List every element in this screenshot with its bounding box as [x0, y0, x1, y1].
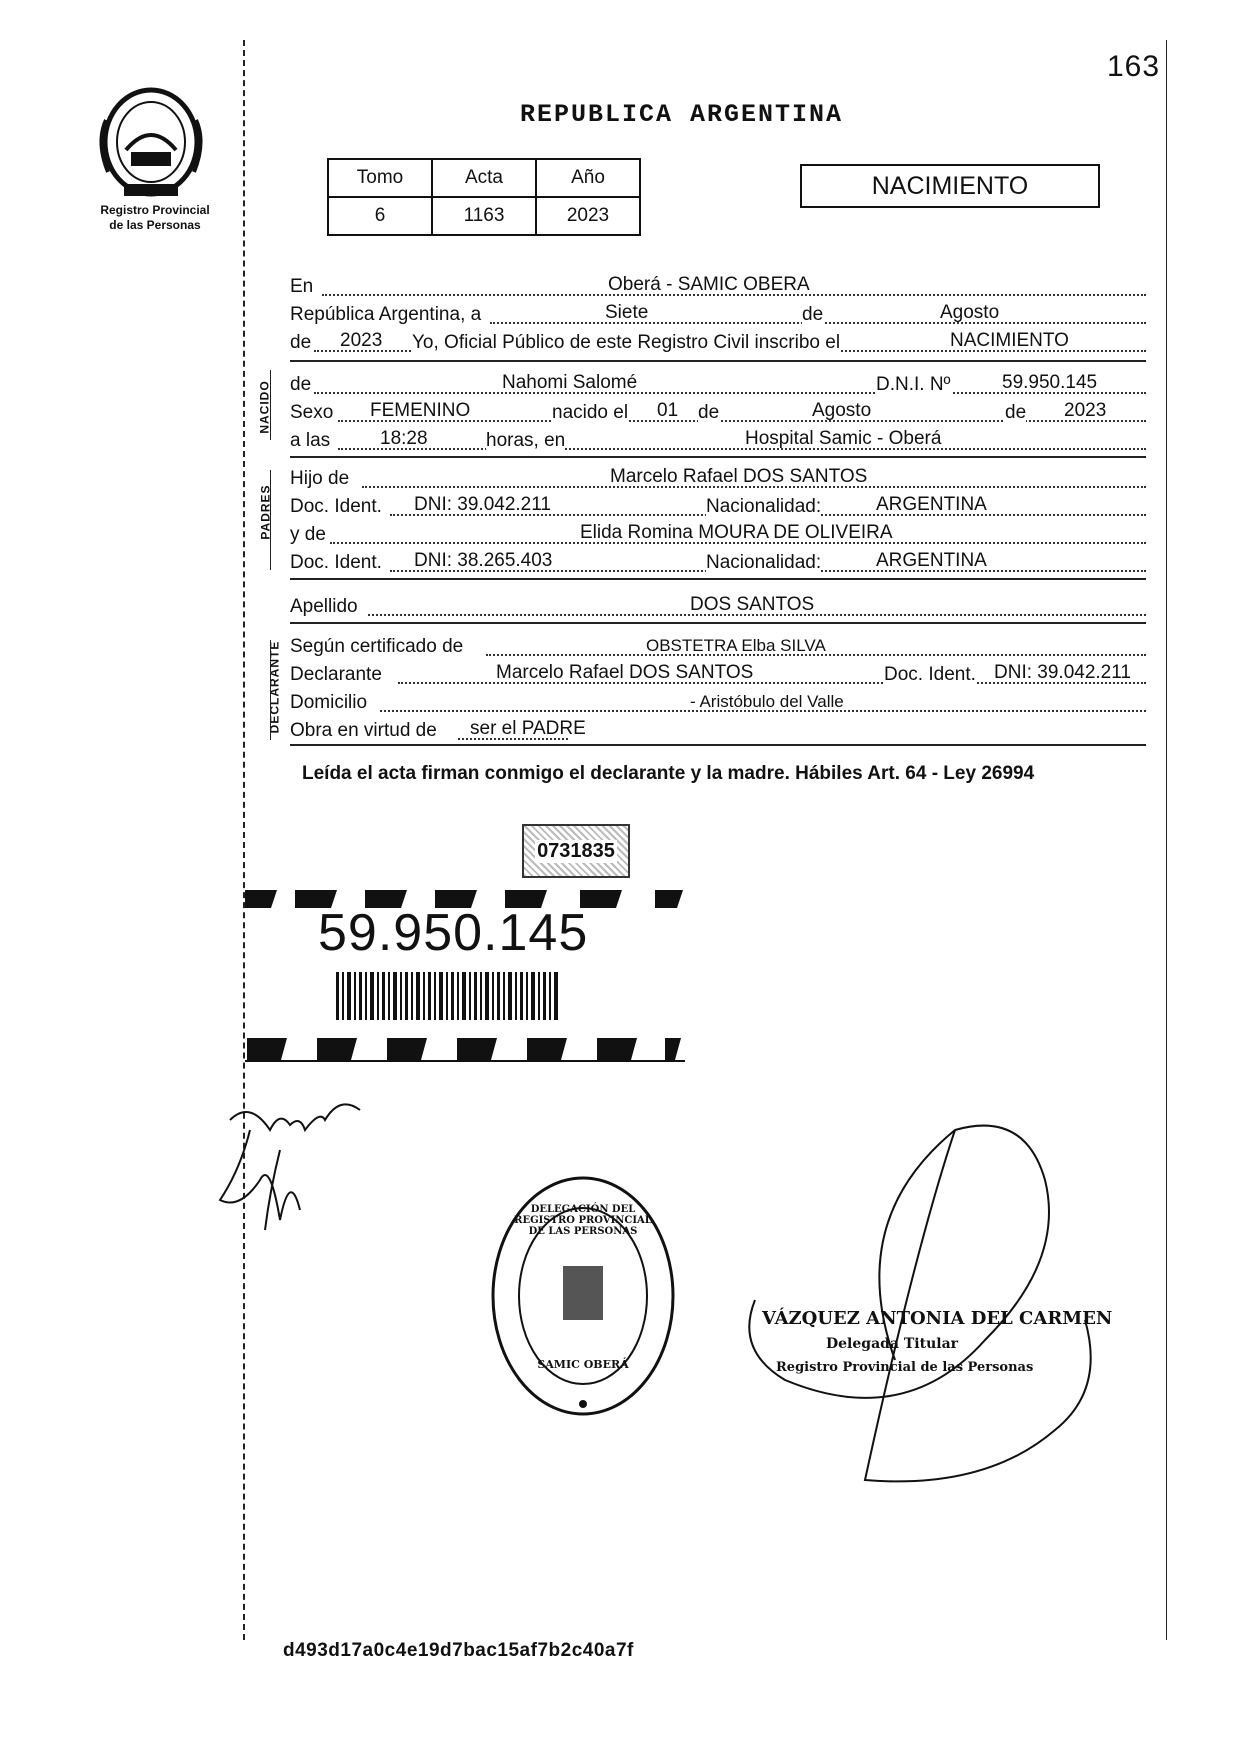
logo-title: Registro Provincial [100, 203, 210, 217]
row-anio [290, 332, 1146, 356]
label-nacido-de2: de [1005, 402, 1027, 423]
row-domicilio [290, 692, 1146, 716]
label-nacido: nacido el [552, 402, 629, 423]
section-divider [270, 370, 271, 440]
value-dni: 59.950.145 [1002, 372, 1098, 393]
label-de: de [802, 304, 824, 325]
label-domicilio: Domicilio [290, 692, 368, 713]
label-certificado: Según certificado de [290, 636, 464, 657]
label-de-nombre: de [290, 374, 312, 395]
value-nacido-dia: 01 [657, 400, 679, 421]
label-yde: y de [290, 524, 326, 545]
row-padre-doc [290, 496, 1146, 520]
label-obra: Obra en virtud de [290, 720, 437, 741]
label-nac-madre: Nacionalidad: [706, 552, 822, 573]
official-title: Delegada Titular [826, 1336, 959, 1352]
label-doc-madre: Doc. Ident. [290, 552, 382, 573]
value-padre-doc: DNI: 39.042.211 [414, 494, 551, 515]
value-mes: Agosto [940, 302, 1000, 323]
row-obra [290, 720, 1146, 744]
left-margin-rule [243, 40, 245, 1640]
label-hijo: Hijo de [290, 468, 350, 489]
row-declarante [290, 664, 1146, 688]
official-seal [485, 1168, 681, 1424]
logo-subtitle: de las Personas [109, 218, 201, 232]
coat-of-arms-icon [86, 80, 216, 200]
right-margin-rule [1166, 40, 1167, 1640]
value-anio: 2023 [340, 330, 383, 351]
label-declarante-doc: Doc. Ident. [884, 664, 976, 685]
row-apellido [290, 596, 1146, 620]
ref-header-anio: Año [536, 159, 640, 197]
label-sexo: Sexo [290, 402, 334, 423]
row-separator [290, 744, 1146, 746]
provincial-logo [86, 80, 216, 200]
dni-large: 59.950.145 [318, 904, 589, 962]
label-alas: a las [290, 430, 331, 451]
security-code-text: 0731835 [537, 839, 615, 862]
official-name: VÁZQUEZ ANTONIA DEL CARMEN [762, 1308, 1113, 1329]
value-madre-doc: DNI: 38.265.403 [414, 550, 553, 571]
value-madre-nac: ARGENTINA [876, 550, 987, 571]
value-certificado: OBSTETRA Elba SILVA [646, 636, 826, 655]
security-strip-bottom [245, 1036, 685, 1062]
seal-text: DELEGACIÓN DEL REGISTRO PROVINCIAL DE LAS PERSONAS [514, 1204, 652, 1237]
value-dia: Siete [605, 302, 649, 323]
value-declarante-doc: DNI: 39.042.211 [994, 662, 1131, 683]
label-apellido: Apellido [290, 596, 358, 617]
label-horas: horas, en [486, 430, 566, 451]
dotted-leader [338, 448, 1146, 450]
barcode [336, 972, 558, 1020]
value-hora: 18:28 [380, 428, 428, 449]
label-declarante: Declarante [290, 664, 382, 685]
label-oficial: Yo, Oficial Público de este Registro Civil inscribo el [412, 332, 841, 353]
value-lugar-inscripcion: Oberá - SAMIC OBERA [608, 274, 810, 295]
seal-bottom-text: SAMIC OBERÁ [537, 1358, 629, 1371]
label-nacido-de: de [698, 402, 720, 423]
ref-value-anio: 2023 [536, 197, 640, 235]
row-nombre [290, 374, 1146, 398]
value-nacido-mes: Agosto [812, 400, 872, 421]
row-sexo [290, 402, 1146, 426]
official-signature [725, 1100, 1135, 1500]
value-madre: Elida Romina MOURA DE OLIVEIRA [580, 522, 893, 543]
value-nombre: Nahomi Salomé [502, 372, 638, 393]
value-padre-nac: ARGENTINA [876, 494, 987, 515]
ref-header-tomo: Tomo [328, 159, 432, 197]
document-hash: d493d17a0c4e19d7bac15af7b2c40a7f [283, 1640, 634, 1661]
row-madre-doc [290, 552, 1146, 576]
row-madre [290, 524, 1146, 548]
declarant-signature [210, 1090, 400, 1240]
value-apellido: DOS SANTOS [690, 594, 815, 615]
row-certificado [290, 636, 1146, 660]
row-padre [290, 468, 1146, 492]
label-nac-padre: Nacionalidad: [706, 496, 822, 517]
side-label-declarante: DECLARANTE [267, 640, 282, 734]
acta-type-box: NACIMIENTO [800, 164, 1100, 208]
row-separator [290, 622, 1146, 624]
label-en: En [290, 276, 314, 297]
ref-value-acta: 1163 [432, 197, 536, 235]
value-lugar-nacimiento: Hospital Samic - Oberá [745, 428, 942, 449]
row-en [290, 276, 1146, 300]
ref-header-acta: Acta [432, 159, 536, 197]
page-number: 163 [1107, 50, 1161, 83]
row-separator [290, 578, 1146, 580]
section-divider [270, 640, 271, 740]
value-sexo: FEMENINO [370, 400, 471, 421]
row-hora [290, 430, 1146, 454]
value-nacido-anio: 2023 [1064, 400, 1107, 421]
legal-note: Leída el acta firman conmigo el declarante y la madre. Hábiles Art. 64 - Ley 26994 [302, 763, 1035, 784]
ref-value-tomo: 6 [328, 197, 432, 235]
value-padre: Marcelo Rafael DOS SANTOS [610, 466, 868, 487]
reference-table [327, 158, 641, 236]
label-dni: D.N.I. Nº [876, 374, 951, 395]
row-separator [290, 456, 1146, 458]
country-title: REPUBLICA ARGENTINA [520, 100, 844, 129]
value-domicilio: - Aristóbulo del Valle [690, 692, 844, 711]
value-declarante: Marcelo Rafael DOS SANTOS [496, 662, 754, 683]
official-office: Registro Provincial de las Personas [776, 1360, 1034, 1375]
label-doc-padre: Doc. Ident. [290, 496, 382, 517]
label-de-anio: de [290, 332, 312, 353]
section-divider [270, 470, 271, 570]
side-label-padres: PADRES [258, 484, 273, 540]
row-fecha [290, 304, 1146, 328]
side-label-nacido: NACIDO [257, 380, 272, 434]
security-code [522, 824, 630, 878]
value-inscribo: NACIMIENTO [950, 330, 1069, 351]
label-republica: República Argentina, a [290, 304, 482, 325]
row-separator [290, 360, 1146, 362]
value-obra: ser el PADRE [470, 718, 586, 739]
